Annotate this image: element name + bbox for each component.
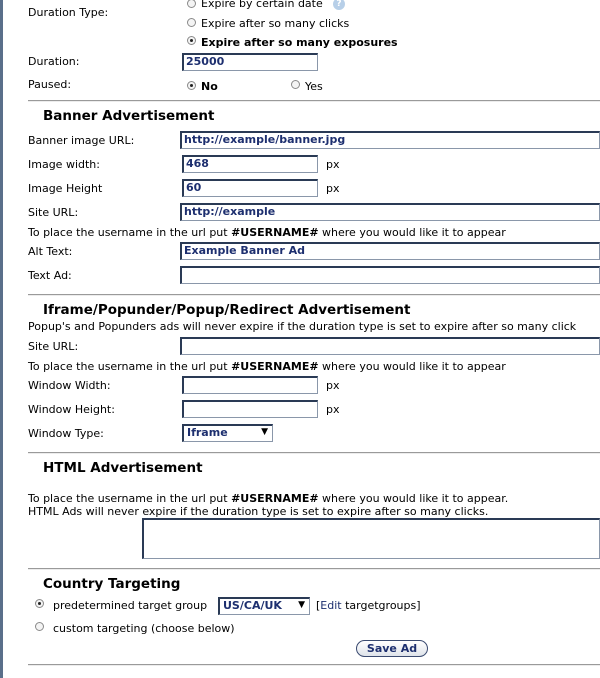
html-ad-username-hint: To place the username in the url put #USERNAME# where you would like it to appear. [28, 492, 509, 505]
iframe-heading: Iframe/Popunder/Popup/Redirect Advertisement [43, 302, 411, 318]
predetermined-radio[interactable] [35, 599, 44, 608]
paused-no-label: No [201, 80, 218, 93]
html-ad-textarea[interactable] [142, 518, 600, 559]
divider [28, 664, 600, 666]
window-type-label: Window Type: [28, 427, 104, 440]
save-ad-button[interactable]: Save Ad [356, 640, 428, 657]
image-height-input[interactable]: 60 [182, 179, 318, 197]
window-width-label: Window Width: [28, 379, 111, 392]
image-width-label: Image width: [28, 158, 100, 171]
banner-image-url-input[interactable]: http://example/banner.jpg [180, 131, 600, 149]
paused-yes-radio[interactable] [291, 80, 300, 89]
divider [28, 294, 600, 296]
window-width-unit: px [326, 379, 340, 392]
text-ad-input[interactable] [180, 266, 600, 284]
target-group-value: US/CA/UK [223, 599, 282, 612]
help-icon[interactable]: ? [333, 0, 345, 10]
banner-image-url-label: Banner image URL: [28, 134, 135, 147]
image-width-input[interactable]: 468 [182, 155, 318, 173]
custom-targeting-label: custom targeting (choose below) [53, 622, 235, 635]
image-width-unit: px [326, 158, 340, 171]
duration-type-radio-exposures[interactable] [187, 36, 196, 45]
iframe-username-hint: To place the username in the url put #USERNAME# where you would like it to appear [28, 360, 506, 373]
divider [28, 100, 600, 102]
window-type-select[interactable] [182, 424, 273, 442]
duration-type-option-clicks: Expire after so many clicks [201, 17, 350, 30]
username-hint: To place the username in the url put #USERNAME# where you would like it to appear [28, 226, 506, 239]
duration-label: Duration: [28, 55, 80, 68]
duration-type-radio-clicks[interactable] [187, 18, 196, 27]
site-url-input[interactable]: http://example [180, 203, 600, 221]
duration-input[interactable]: 25000 [182, 53, 318, 71]
dropdown-arrow-icon: ▼ [298, 600, 305, 610]
target-group-select[interactable] [218, 597, 310, 615]
predetermined-label: predetermined target group [53, 599, 208, 612]
window-height-label: Window Height: [28, 403, 115, 416]
duration-type-option-date: Expire by certain date [201, 0, 323, 10]
site-url-label: Site URL: [28, 206, 79, 219]
alt-text-input[interactable]: Example Banner Ad [180, 242, 600, 260]
dropdown-arrow-icon: ▼ [261, 427, 268, 437]
banner-heading: Banner Advertisement [43, 108, 215, 124]
edit-targetgroups: [Edit targetgroups] [316, 599, 421, 612]
window-width-input[interactable] [182, 376, 318, 394]
duration-type-label: Duration Type: [28, 6, 109, 19]
divider [28, 452, 600, 454]
iframe-site-url-label: Site URL: [28, 340, 79, 353]
paused-yes-label: Yes [305, 80, 323, 93]
iframe-note: Popup's and Popunders ads will never expire if the duration type is set to expire after so many click [28, 320, 577, 333]
duration-type-radio-date[interactable] [187, 0, 196, 8]
country-heading: Country Targeting [43, 576, 181, 592]
image-height-unit: px [326, 182, 340, 195]
paused-no-radio[interactable] [187, 81, 196, 90]
iframe-site-url-input[interactable] [180, 337, 600, 355]
window-height-unit: px [326, 403, 340, 416]
image-height-label: Image Height [28, 182, 103, 195]
duration-type-option-exposures: Expire after so many exposures [201, 36, 398, 49]
alt-text-label: Alt Text: [28, 245, 73, 258]
html-ad-note: HTML Ads will never expire if the duration type is set to expire after so many clicks. [28, 505, 489, 518]
left-frame-border [0, 0, 3, 678]
edit-targetgroups-link[interactable]: Edit [320, 599, 342, 612]
window-type-value: Iframe [187, 426, 228, 439]
divider [28, 568, 600, 570]
custom-targeting-radio[interactable] [35, 622, 44, 631]
window-height-input[interactable] [182, 400, 318, 418]
text-ad-label: Text Ad: [28, 269, 72, 282]
paused-label: Paused: [28, 78, 72, 91]
html-ad-heading: HTML Advertisement [43, 460, 203, 476]
